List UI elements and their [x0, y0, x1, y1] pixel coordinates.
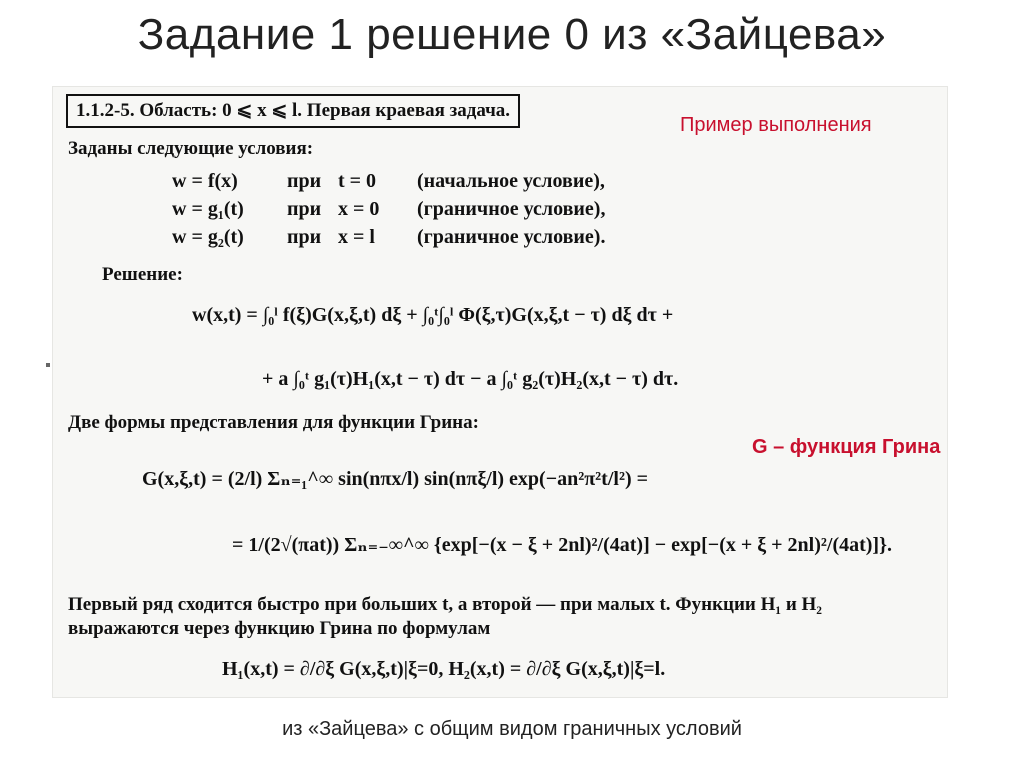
condition-equation: w = f(x): [172, 170, 238, 192]
solution-label: Решение:: [102, 264, 183, 285]
condition-at: t = 0: [338, 170, 377, 192]
condition-equation: w = g₂(t): [172, 226, 244, 248]
condition-equation: w = g₁(t): [172, 198, 244, 220]
condition-at: x = l: [338, 226, 375, 248]
scan-speck: [46, 363, 50, 367]
formula-solution-line-2: + a ∫₀ᵗ g₁(τ)H₁(x,t − τ) dτ − a ∫₀ᵗ g₂(τ)H₂(x,t − τ) dτ.: [262, 368, 679, 390]
formula-solution-line-1: w(x,t) = ∫₀ˡ f(ξ)G(x,ξ,t) dξ + ∫₀ᵗ∫₀ˡ Φ(ξ,τ)G(x,ξ,t − τ) dξ dτ +: [192, 304, 674, 326]
problem-heading: 1.1.2-5. Область: 0 ⩽ x ⩽ l. Первая краевая задача.: [66, 94, 520, 128]
slide-caption: из «Зайцева» с общим видом граничных условий: [282, 718, 742, 740]
scanned-page: [52, 86, 948, 698]
convergence-text-line-2: выражаются через функцию Грина по формулам: [68, 618, 491, 639]
condition-note: (начальное условие),: [417, 170, 605, 192]
formula-green-line-2: = 1/(2√(πat)) Σₙ₌₋∞^∞ {exp[−(x − ξ + 2nl)²/(4at)] − exp[−(x + ξ + 2nl)²/(4at)]}.: [232, 534, 892, 556]
example-annotation: Пример выполнения: [680, 114, 872, 136]
condition-when: при: [287, 170, 322, 192]
formula-green-line-1: G(x,ξ,t) = (2/l) Σₙ₌₁^∞ sin(nπx/l) sin(nπξ/l) exp(−an²π²t/l²) =: [142, 468, 648, 490]
condition-when: при: [287, 198, 322, 220]
slide-title: Задание 1 решение 0 из «Зайцева»: [137, 10, 887, 59]
condition-row: [172, 226, 605, 249]
green-forms-label: Две формы представления для функции Грина:: [68, 412, 479, 433]
condition-when: при: [287, 226, 322, 248]
condition-row: [172, 170, 605, 193]
convergence-text-line-1: Первый ряд сходится быстро при больших t, а второй — при малых t. Функции H₁ и H₂: [68, 594, 823, 615]
green-function-annotation: G – функция Грина: [752, 436, 941, 458]
condition-at: x = 0: [338, 198, 380, 220]
given-conditions-label: Заданы следующие условия:: [68, 138, 314, 159]
condition-row: [172, 198, 605, 221]
condition-note: (граничное условие).: [417, 226, 606, 248]
formula-h-functions: H₁(x,t) = ∂/∂ξ G(x,ξ,t)|ξ=0, H₂(x,t) = ∂/∂ξ G(x,ξ,t)|ξ=l.: [222, 658, 666, 680]
condition-note: (граничное условие),: [417, 198, 606, 220]
